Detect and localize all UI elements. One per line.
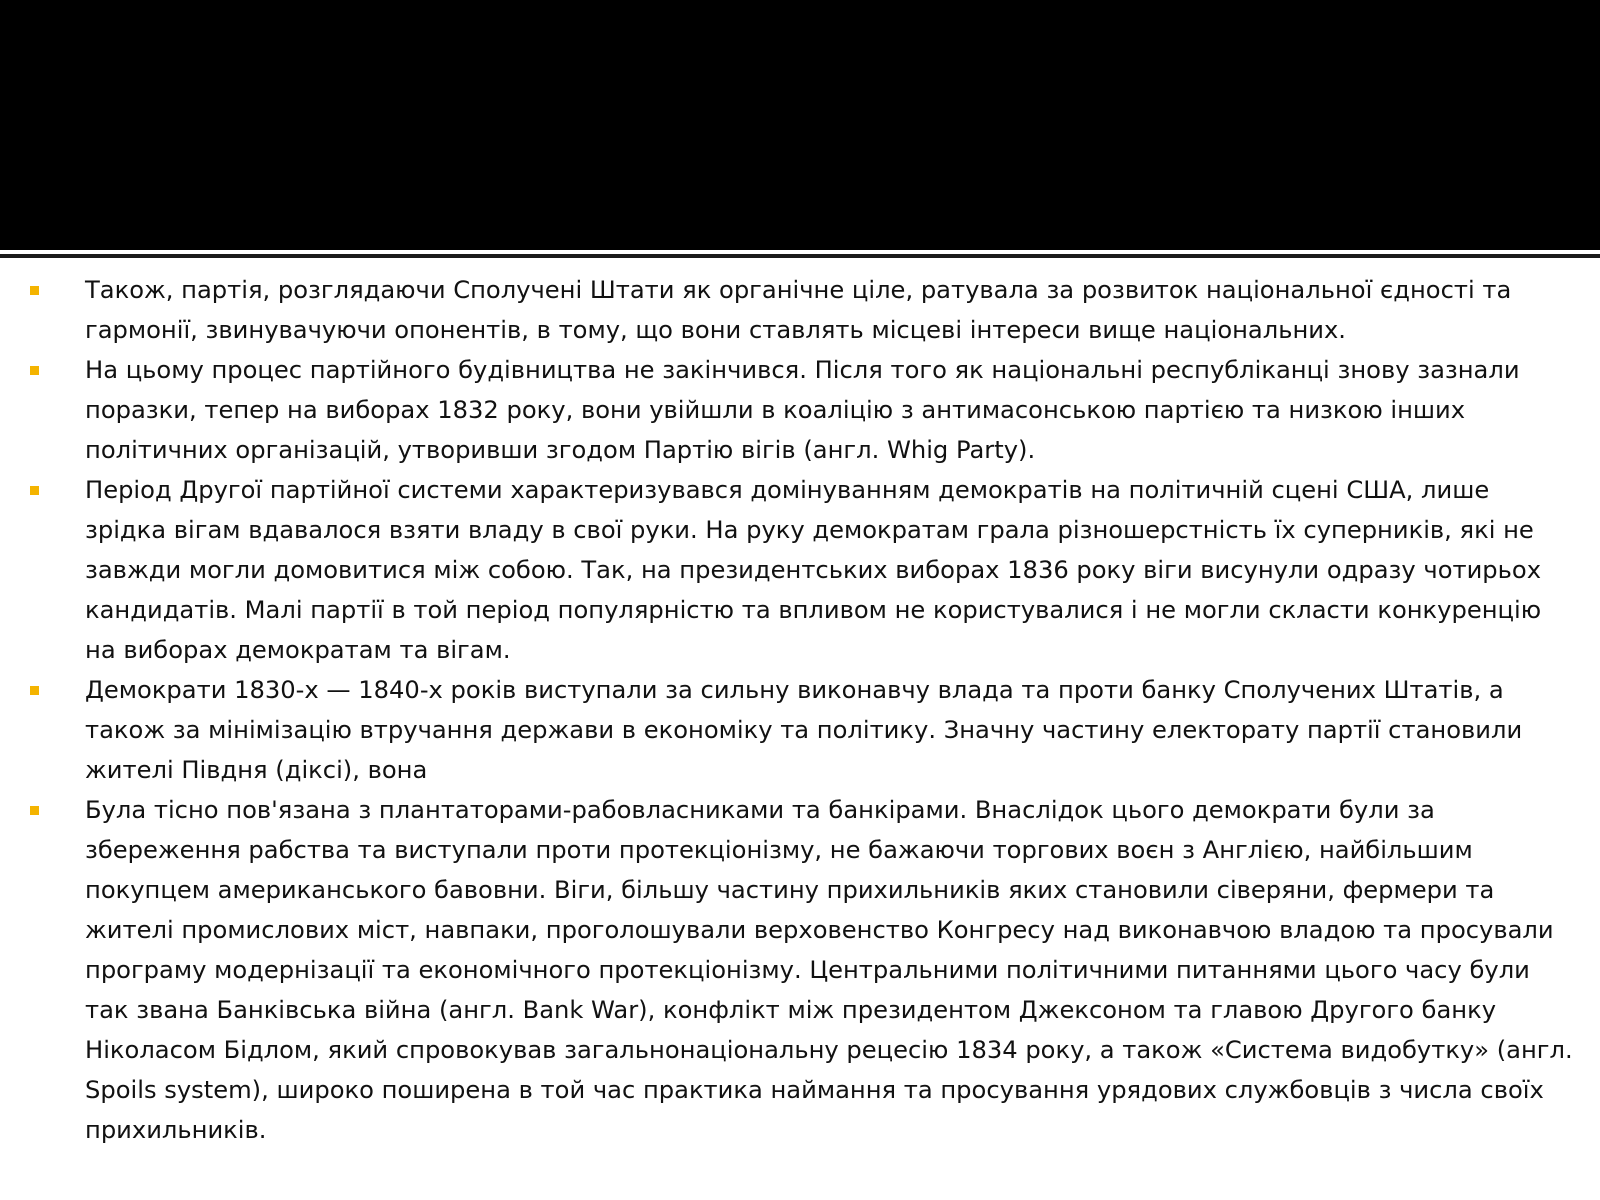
bullet-item [0, 790, 1600, 1150]
bullet-text: На цьому процес партійного будівництва не закінчився. Після того як національні республіканці знову зазнали поразки, тепер на виборах 1832 року, вони увійшли в коаліцію з антимасонською партією та низкою інших політичних організацій, утворивши згодом Партію вігів (англ. Whig Party). [85, 356, 1520, 464]
bullet-item [0, 350, 1600, 470]
bullet-text: Також, партія, розглядаючи Сполучені Штати як органічне ціле, ратувала за розвиток національної єдності та гармонії, звинувачуючи опонентів, в тому, що вони ставлять місцеві інтереси вище національних. [85, 276, 1512, 344]
bullet-item [0, 270, 1600, 350]
square-bullet-icon [30, 366, 39, 375]
square-bullet-icon [30, 686, 39, 695]
bullet-list [0, 270, 1600, 1150]
slide-content [0, 270, 1600, 1200]
bullet-item [0, 470, 1600, 670]
square-bullet-icon [30, 486, 39, 495]
bullet-text: Період Другої партійної системи характеризувався домінуванням демократів на політичній сцені США, лише зрідка вігам вдавалося взяти владу в свої руки. На руку демократам грала різношерстність їх суперників, які не завжди могли домовитися між собою. Так, на президентських виборах 1836 року віги висунули одразу чотирьох кандидатів. Малі партії в той період популярністю та впливом не користувалися і не могли скласти конкуренцію на виборах демократам та вігам. [85, 476, 1542, 664]
bullet-item [0, 670, 1600, 790]
title-divider [0, 254, 1600, 258]
bullet-text: Демократи 1830-х — 1840-х років виступали за сильну виконавчу влада та проти банку Сполучених Штатів, а також за мінімізацію втручання держави в економіку та політику. Значну частину електорату партії становили жителі Півдня (діксі), вона [85, 676, 1523, 784]
square-bullet-icon [30, 286, 39, 295]
title-band [0, 0, 1600, 250]
bullet-text: Була тісно пов'язана з плантаторами-рабовласниками та банкірами. Внаслідок цього демократи були за збереження рабства та виступали проти протекціонізму, не бажаючи торгових воєн з Англією, найбільшим покупцем американського бавовни. Віги, більшу частину прихильників яких становили сіверяни, фермери та жителі промислових міст, навпаки, проголошували верховенство Конгресу над виконавчою владою та просували програму модернізації та економічного протекціонізму. Центральними політичними питаннями цього часу були так звана Банківська війна (англ. Bank War), конфлікт між президентом Джексоном та главою Другого банку Ніколасом Бідлом, який спровокував загальнонаціональну рецесію 1834 року, а також «Система видобутку» (англ. Spoils system), широко поширена в той час практика наймання та просування урядових службовців з числа своїх прихильників. [85, 796, 1573, 1144]
square-bullet-icon [30, 806, 39, 815]
